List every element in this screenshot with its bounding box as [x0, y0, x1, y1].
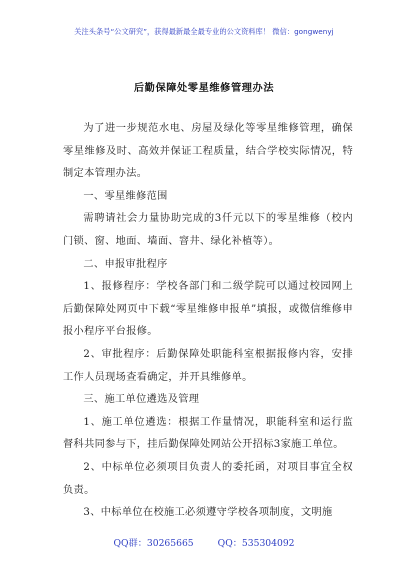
body-paragraph: 3、中标单位在校施工必须遵守学校各项制度，文明施: [83, 507, 333, 519]
body-paragraph: 需聘请社会力量协助完成的3仟元以下的零星维修（校内门锁、窗、地面、墙面、窨井、绿化补植等）。: [63, 213, 353, 247]
document-body: [63, 118, 353, 525]
footer-contact: [0, 535, 408, 549]
intro-paragraph: 为了进一步规范水电、房屋及绿化等零星维修管理，确保零星维修及时、高效并保证工程质量，结合学校实际情况，特制定本管理办法。: [63, 123, 353, 180]
section-heading-3: 三、施工单位遴选及管理: [83, 394, 200, 406]
body-paragraph: 2、审批程序：后勤保障处职能科室根据报修内容，安排工作人员现场查看确定，并开具维修单。: [63, 348, 353, 383]
section-heading-2: 二、申报审批程序: [83, 258, 168, 270]
footer-qq-number: QQ：535304092: [217, 538, 295, 549]
body-paragraph: 1、施工单位遴选：根据工作量情况，职能科室和运行监督科共同参与下，挂后勤保障处网站公开招标3家施工单位。: [63, 416, 353, 451]
footer-qq-group: QQ群：30265665: [113, 538, 194, 549]
document-title: 后勤保障处零星维修管理办法: [133, 83, 275, 94]
header-promo-note: 关注头条号“公文研究”，获得最新最全最专业的公文资料库！ 微信：gongwenyj: [74, 27, 334, 36]
body-paragraph: 1、报修程序：学校各部门和二级学院可以通过校园网上后勤保障处网页中下载“零星维修申报单”填报，或微信维修申报小程序平台报修。: [63, 281, 353, 338]
body-paragraph: 2、中标单位必须项目负责人的委托函，对项目事宜全权负责。: [63, 461, 353, 496]
section-heading-1: 一、零星维修范围: [83, 190, 168, 202]
